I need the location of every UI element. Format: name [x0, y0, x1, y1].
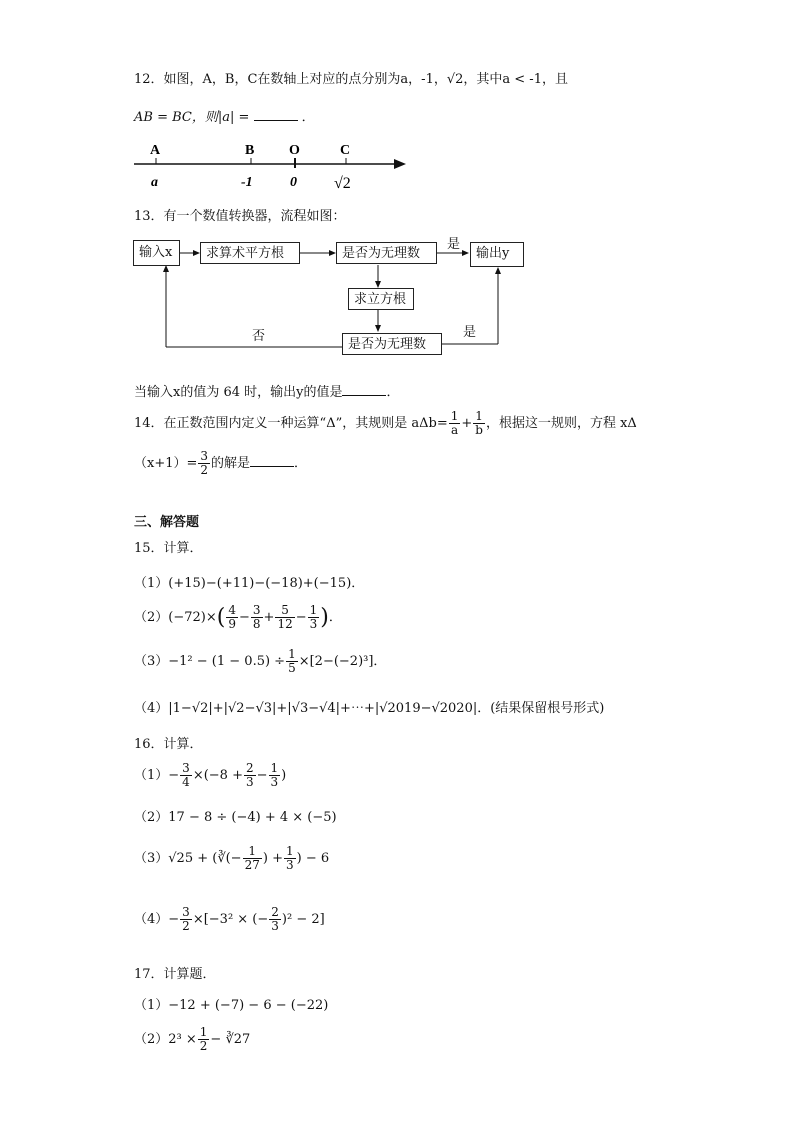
q14-frac-3-2: $\frac{3}{2}$	[200, 449, 209, 477]
q16-title: 16．计算．	[134, 737, 203, 752]
q16-item-1: （1）− $\frac{3}{4}$ ×(−8 + $\frac{2}{3}$ − $\frac{1}{3}$ )	[134, 761, 287, 789]
flow-yes-label-2: 是	[463, 325, 477, 340]
q13-answer-blank[interactable]	[342, 383, 386, 396]
label-C: C	[340, 143, 351, 158]
q13-question: 当输入x的值为 64 时，输出y的值是 ．	[134, 385, 400, 400]
flow-irrational2-box: 是否为无理数	[342, 333, 442, 355]
q14-line1: 14．在正数范围内定义一种运算“Δ”，其规则是 aΔb= $\frac{1}{a}$ + $\frac{1}{b}$ ，根据这一规则，方程 xΔ	[134, 409, 637, 437]
q17-item-2: （2）2³ × $\frac{1}{2}$ − ∛27	[134, 1025, 251, 1053]
q16-item-2: （2）17 − 8 ÷ (−4) + 4 × (−5)	[134, 810, 337, 825]
q15-item-1: （1）(+15)−(+11)−(−18)+(−15)．	[134, 576, 365, 591]
q15-item-4: （4）|1−√2|+|√2−√3|+|√3−√4|+⋯+|√2019−√2020|．(结果保留根号形式)	[134, 701, 605, 716]
q16-item-4: （4）− $\frac{3}{2}$ ×[−3² × (− $\frac{2}{3}$ )² − 2]	[134, 905, 325, 933]
label-0: 0	[290, 175, 297, 190]
q13-title: 13．有一个数值转换器，流程如图：	[134, 209, 346, 224]
q12-line2-pre: AB = BC，则|a| =	[134, 110, 250, 125]
label-B: B	[245, 143, 255, 158]
q15-title: 15．计算．	[134, 541, 203, 556]
label-a: a	[151, 175, 158, 190]
flow-yes-label-1: 是	[447, 237, 461, 252]
flow-cbrt-box: 求立方根	[348, 288, 414, 310]
flow-no-label: 否	[252, 329, 266, 344]
q15-item-3: （3）−1² − (1 − 0.5) ÷ $\frac{1}{5}$ ×[2−(−2)³]．	[134, 647, 387, 675]
q12-line1: 12．如图，A，B，C在数轴上对应的点分别为a，-1，√2，其中a < -1，且	[134, 72, 568, 87]
q14-answer-blank[interactable]	[250, 454, 294, 467]
q16-item-3: （3）√25 + (∛(− $\frac{1}{27}$ ) + $\frac{1}{3}$ ) − 6	[134, 844, 330, 872]
q15-item-2: （2）(−72)×( $\frac{4}{9}$ − $\frac{3}{8}$ + $\frac{5}{12}$ − $\frac{1}{3}$ )．	[134, 603, 342, 631]
section-3-title: 三、解答题	[134, 515, 200, 530]
label-A: A	[150, 143, 161, 158]
flow-output-box: 输出y	[470, 242, 524, 267]
q17-title: 17．计算题．	[134, 967, 216, 982]
flow-input-box: 输入x	[133, 240, 180, 266]
q12-line2-post: ．	[301, 110, 315, 125]
q14-frac-1-b: $\frac{1}{b}$	[475, 409, 483, 437]
label-O: O	[289, 143, 300, 158]
flow-irrational1-box: 是否为无理数	[336, 242, 437, 264]
q14-line2: （x+1）= $\frac{3}{2}$ 的解是 ．	[134, 449, 308, 477]
label-neg1: -1	[241, 175, 253, 190]
flow-sqrt-box: 求算术平方根	[200, 242, 300, 264]
q14-frac-1-a: $\frac{1}{a}$	[450, 409, 459, 437]
label-sqrt2: √2	[334, 175, 351, 192]
q17-item-1: （1）−12 + (−7) − 6 − (−22)	[134, 998, 329, 1013]
